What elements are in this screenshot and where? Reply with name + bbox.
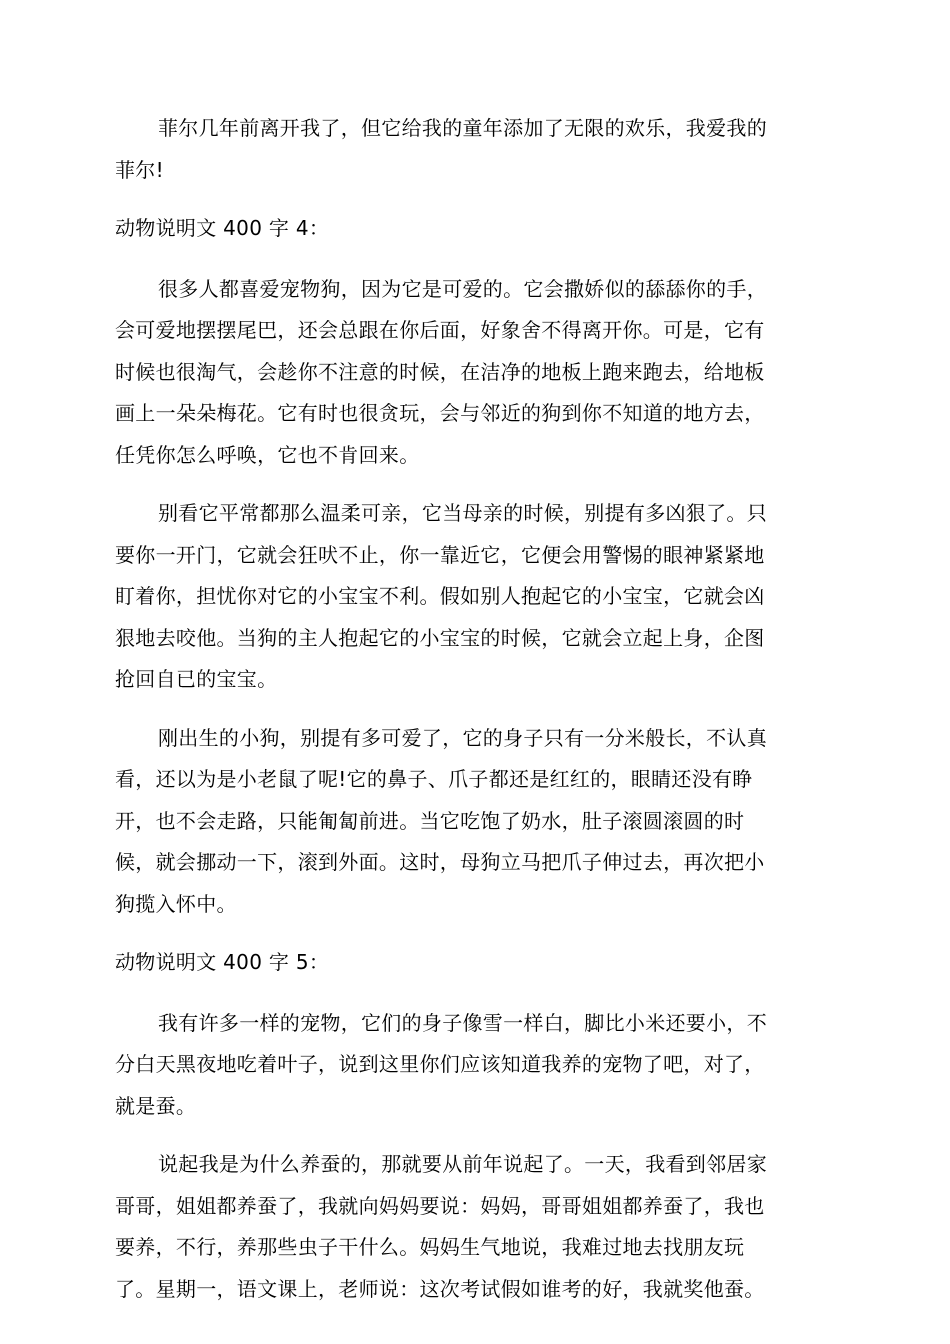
text-line: 盯着你，担忧你对它的小宝宝不利。假如别人抱起它的小宝宝，它就会凶 xyxy=(115,584,765,608)
text-line: 了。星期一，语文课上，老师说：这次考试假如谁考的好，我就奖他蚕。 xyxy=(115,1276,765,1301)
text-line: 说起我是为什么养蚕的，那就要从前年说起了。一天，我看到邻居家 xyxy=(158,1152,767,1176)
text-line: 会可爱地摆摆尾巴，还会总跟在你后面，好象舍不得离开你。可是，它有 xyxy=(115,318,765,342)
text-line: 别看它平常都那么温柔可亲，它当母亲的时候，别提有多凶狠了。只 xyxy=(158,501,767,525)
text-line: 抢回自已的宝宝。 xyxy=(115,667,278,691)
text-line: 任凭你怎么呼唤，它也不肯回来。 xyxy=(115,442,420,467)
heading-text: 动物说明文 400 字 5： xyxy=(115,950,330,974)
text-line: 看，还以为是小老鼠了呢!它的鼻子、爪子都还是红红的，眼睛还没有睁 xyxy=(115,767,753,791)
paragraph xyxy=(115,1144,837,1310)
paragraph xyxy=(115,1003,837,1128)
text-line: 分白天黑夜地吃着叶子，说到这里你们应该知道我养的宠物了吧，对了， xyxy=(115,1052,765,1076)
text-line: 要你一开门，它就会狂吠不止，你一靠近它，它便会用警惕的眼神紧紧地 xyxy=(115,542,765,567)
text-line: 菲尔几年前离开我了，但它给我的童年添加了无限的欢乐，我爱我的 xyxy=(158,116,767,140)
document-page xyxy=(115,108,837,1327)
text-line: 狠地去咬他。当狗的主人抱起它的小宝宝的时候，它就会立起上身，企图 xyxy=(115,625,765,650)
text-line: 狗揽入怀中。 xyxy=(115,891,237,916)
text-line: 开，也不会走路，只能匍匐前进。当它吃饱了奶水，肚子滚圆滚圆的时 xyxy=(115,808,745,833)
paragraph xyxy=(115,493,837,701)
text-line: 候，就会挪动一下，滚到外面。这时，母狗立马把爪子伸过去，再次把小 xyxy=(115,850,765,874)
text-line: 要养，不行，养那些虫子干什么。妈妈生气地说，我难过地去找朋友玩 xyxy=(115,1235,745,1259)
text-line: 画上一朵朵梅花。它有时也很贪玩，会与邻近的狗到你不知道的地方去， xyxy=(115,401,765,425)
text-line: 菲尔! xyxy=(115,157,164,182)
text-line: 很多人都喜爱宠物狗，因为它是可爱的。它会撒娇似的舔舔你的手， xyxy=(158,276,767,301)
paragraph xyxy=(115,718,837,926)
section-heading xyxy=(115,942,837,984)
text-line: 刚出生的小狗，别提有多可爱了，它的身子只有一分米般长，不认真 xyxy=(158,725,767,750)
paragraph xyxy=(115,269,837,477)
paragraph xyxy=(115,108,837,191)
text-line: 我有许多一样的宠物，它们的身子像雪一样白，脚比小米还要小，不 xyxy=(158,1010,767,1035)
heading-text: 动物说明文 400 字 4： xyxy=(115,216,330,240)
text-line: 哥哥，姐姐都养蚕了，我就向妈妈要说：妈妈，哥哥姐姐都养蚕了，我也 xyxy=(115,1193,765,1218)
text-line: 就是蚕。 xyxy=(115,1093,197,1118)
text-line: 时候也很淘气，会趁你不注意的时候，在洁净的地板上跑来跑去，给地板 xyxy=(115,359,765,384)
section-heading xyxy=(115,208,837,250)
